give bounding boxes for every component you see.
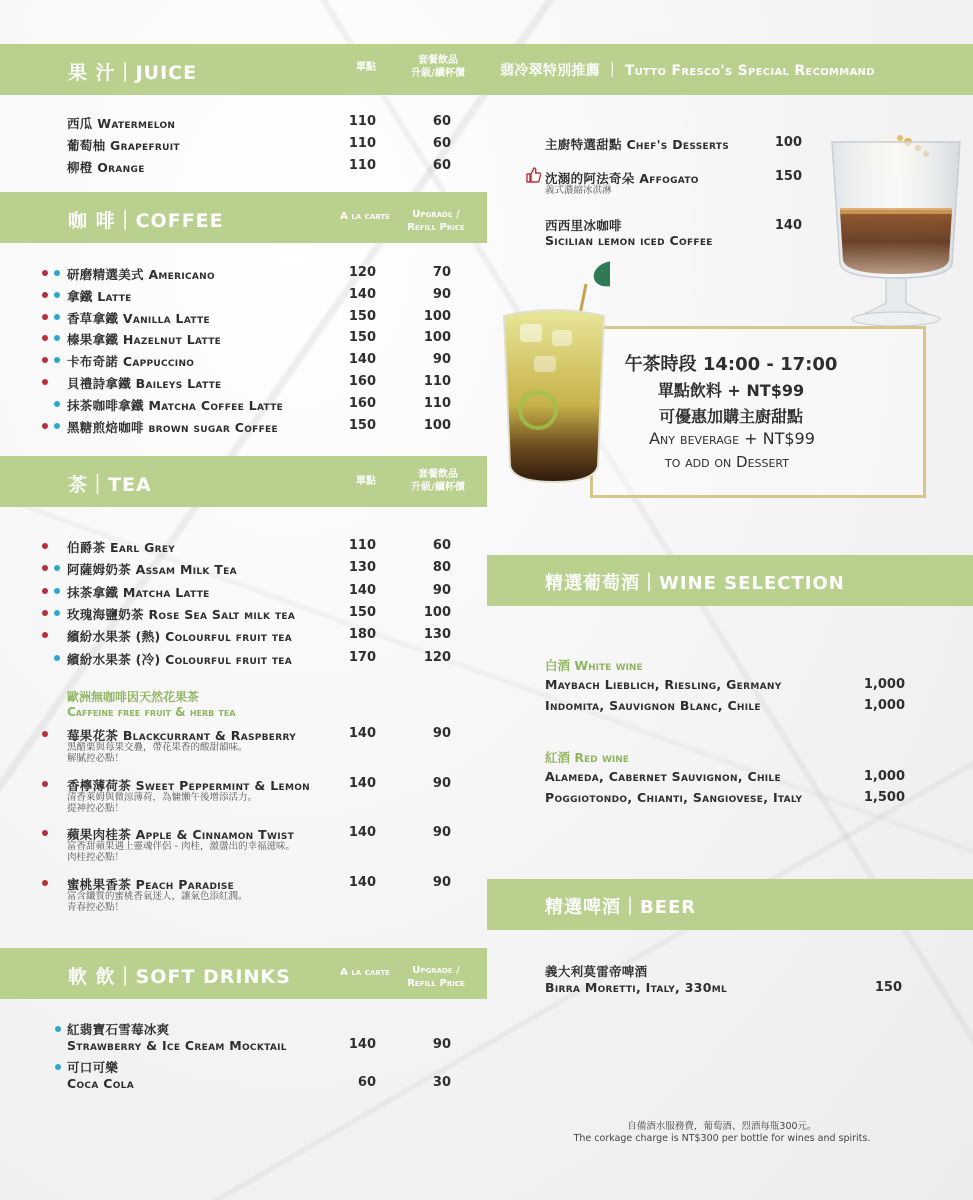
herb-tea-heading-zh: 歐洲無咖啡因天然花果茶 — [67, 690, 200, 704]
juice-title: 果 汁｜JUICE — [68, 62, 198, 84]
price-single: 140 — [348, 726, 376, 741]
col-head-combo — [398, 54, 478, 80]
price-upgrade: 110 — [423, 396, 451, 411]
promo-time: 午茶時段 14:00 - 17:00 — [624, 354, 838, 375]
menu-item: 阿薩姆奶茶 Assam Milk Tea — [67, 562, 237, 577]
price-single: 110 — [348, 136, 376, 151]
price-upgrade: 100 — [423, 309, 451, 324]
price-upgrade: 100 — [423, 418, 451, 433]
menu-item — [545, 218, 713, 248]
wine-price: 1,000 — [863, 769, 905, 784]
hot-dot — [42, 423, 48, 429]
juice-header-bar — [0, 44, 487, 95]
price-single: 180 — [348, 627, 376, 642]
menu-item: 貝禮詩拿鐵 Baileys Latte — [67, 376, 222, 391]
menu-item: 繽紛水果茶 (冷) Colourful fruit tea — [67, 652, 292, 667]
hot-dot — [42, 314, 48, 320]
hot-dot — [42, 632, 48, 638]
promo-line-zh-1: 單點飲料 + NT$99 — [657, 381, 805, 400]
col-head-combo-line2: 升級/續杯價 — [411, 68, 465, 79]
price: 150 — [774, 169, 802, 184]
hot-dot — [42, 292, 48, 298]
menu-item: 抹茶咖啡拿鐵 Matcha Coffee Latte — [67, 398, 284, 413]
price-upgrade: 110 — [423, 374, 451, 389]
iced-dot — [54, 314, 60, 320]
wine-header-bar — [487, 555, 973, 606]
tea-title: 茶｜TEA — [68, 474, 152, 496]
menu-item: 卡布奇諾 Cappuccino — [67, 354, 195, 369]
beer-item-en: Birra Moretti, Italy, 330ml — [545, 980, 728, 995]
menu-item — [67, 1022, 287, 1054]
menu-item-desc: 青春控必點！ — [67, 902, 125, 913]
col-head-upgrade-line1: Upgrade / — [412, 965, 460, 976]
promo-line-en-2: to add on Dessert — [664, 453, 789, 471]
price-upgrade: 60 — [432, 114, 451, 129]
price-upgrade: 130 — [423, 627, 451, 642]
price-upgrade: 90 — [432, 1037, 451, 1052]
herb-tea-heading-en: Caffeine free fruit & herb tea — [67, 705, 236, 719]
iced-dot — [54, 292, 60, 298]
menu-item-desc: 義式濃縮冰淇淋 — [545, 185, 612, 196]
hot-dot — [42, 781, 48, 787]
hot-dot — [42, 880, 48, 886]
beer-item — [545, 964, 727, 996]
iced-dot — [54, 588, 60, 594]
price-single: 140 — [348, 287, 376, 302]
price-single: 110 — [348, 158, 376, 173]
menu-item: 抹茶拿鐵 Matcha Latte — [67, 585, 210, 600]
wine-title: 精選葡萄酒｜WINE SELECTION — [545, 573, 845, 594]
price-single: 150 — [348, 309, 376, 324]
wine-price: 1,000 — [863, 677, 905, 692]
special-header-bar — [487, 44, 973, 95]
price-upgrade: 60 — [432, 538, 451, 553]
wine-price: 1,500 — [863, 790, 905, 805]
wine-item: Alameda, Cabernet Sauvignon, Chile — [545, 769, 781, 784]
price-single: 170 — [348, 650, 376, 665]
corkage-note — [530, 1121, 914, 1145]
menu-item-desc: 清香萊姆與微涼薄荷，為慵懶午後增添活力。 — [67, 792, 258, 803]
iced-dot — [55, 1026, 61, 1032]
hot-dot — [42, 335, 48, 341]
price-upgrade: 90 — [432, 287, 451, 302]
wine-price: 1,000 — [863, 698, 905, 713]
menu-item-desc: 解膩控必點！ — [67, 753, 125, 764]
wine-item: Poggiotondo, Chianti, Sangiovese, Italy — [545, 790, 803, 805]
menu-item: 榛果拿鐵 Hazelnut Latte — [67, 332, 222, 347]
beer-title: 精選啤酒｜BEER — [545, 897, 697, 918]
herb-tea-heading — [67, 690, 236, 720]
menu-item-zh: 可口可樂 — [67, 1060, 119, 1075]
wine-item: Indomita, Sauvignon Blanc, Chile — [545, 698, 761, 713]
col-head-combo-line2: 升級/續杯價 — [411, 482, 465, 493]
col-head-combo-line1: 套餐飲品 — [418, 55, 458, 66]
iced-dot — [54, 565, 60, 571]
price-upgrade: 90 — [432, 825, 451, 840]
col-head-upgrade-line2: Refill Price — [407, 222, 465, 233]
corkage-note-en: The corkage charge is NT$300 per bottle for wines and spirits. — [573, 1133, 871, 1144]
menu-item: 繽紛水果茶 (熱) Colourful fruit tea — [67, 629, 292, 644]
hot-dot — [42, 379, 48, 385]
iced-dot — [54, 335, 60, 341]
menu-item-en: Sicilian lemon iced Coffee — [545, 233, 713, 248]
wine-item: Maybach Lieblich, Riesling, Germany — [545, 677, 782, 692]
white-wine-label: 白酒 White wine — [545, 658, 643, 673]
price-upgrade: 120 — [423, 650, 451, 665]
price-single: 130 — [348, 560, 376, 575]
menu-item: 玫瑰海鹽奶茶 Rose Sea Salt milk tea — [67, 607, 296, 622]
menu-item: 莓果花茶 Blackcurrant & Raspberry — [67, 728, 297, 743]
price-single: 110 — [348, 538, 376, 553]
price-upgrade: 90 — [432, 776, 451, 791]
price-upgrade: 100 — [423, 330, 451, 345]
menu-item-desc: 富含纖質的蜜桃香氣迷人，讓氣色添紅潤。 — [67, 891, 248, 902]
col-head-alacarte: A la carte — [340, 967, 390, 978]
price-single: 110 — [348, 114, 376, 129]
price-upgrade: 80 — [432, 560, 451, 575]
menu-item: 西瓜 Watermelon — [67, 116, 176, 131]
affogato-dessert-image — [828, 128, 964, 336]
price-upgrade: 100 — [423, 605, 451, 620]
soft-drinks-header-bar — [0, 948, 487, 999]
price-single: 140 — [348, 1037, 376, 1052]
price-single: 140 — [348, 875, 376, 890]
menu-item-en: Strawberry & Ice Cream Mocktail — [67, 1038, 287, 1053]
price-single: 60 — [357, 1075, 376, 1090]
menu-item — [67, 1060, 134, 1092]
price-single: 150 — [348, 330, 376, 345]
col-head-upgrade-line1: Upgrade / — [412, 209, 460, 220]
price-single: 150 — [348, 418, 376, 433]
price-upgrade: 60 — [432, 136, 451, 151]
hot-dot — [42, 565, 48, 571]
col-head-combo-line1: 套餐飲品 — [418, 469, 458, 480]
price: 140 — [774, 218, 802, 233]
menu-item-zh: 西西里冰咖啡 — [545, 218, 622, 233]
iced-dot — [54, 655, 60, 661]
col-head-upgrade — [398, 964, 474, 990]
price-upgrade: 90 — [432, 875, 451, 890]
price-upgrade: 30 — [432, 1075, 451, 1090]
beer-price: 150 — [874, 980, 902, 995]
price-single: 140 — [348, 352, 376, 367]
price-upgrade: 70 — [432, 265, 451, 280]
col-head-alacarte: A la carte — [340, 211, 390, 222]
iced-dot — [54, 423, 60, 429]
thumbs-up-icon — [526, 167, 541, 183]
iced-dot — [54, 610, 60, 616]
menu-item-en: Coca Cola — [67, 1076, 134, 1091]
price-single: 140 — [348, 776, 376, 791]
iced-dot — [54, 401, 60, 407]
price: 100 — [774, 135, 802, 150]
hot-dot — [42, 731, 48, 737]
hot-dot — [42, 610, 48, 616]
hot-dot — [42, 830, 48, 836]
menu-item: 拿鐵 Latte — [67, 289, 132, 304]
hot-dot — [42, 543, 48, 549]
menu-item: 蜜桃果香茶 Peach Paradise — [67, 877, 235, 892]
price-upgrade: 90 — [432, 583, 451, 598]
lemon-iced-coffee-image — [498, 260, 610, 488]
price-upgrade: 90 — [432, 726, 451, 741]
menu-item: 伯爵茶 Earl Grey — [67, 540, 176, 555]
menu-item-desc: 提神控必點！ — [67, 803, 125, 814]
menu-item: 研磨精選美式 Americano — [67, 267, 215, 282]
special-title: 翡冷翠特別推薦 ｜ Tutto Fresco's Special Recommand — [500, 63, 875, 79]
menu-item-zh: 紅翡寶石雪莓冰爽 — [67, 1022, 170, 1037]
corkage-note-zh: 自備酒水服務費，葡萄酒、烈酒每瓶300元。 — [627, 1121, 817, 1132]
beer-item-zh: 義大利莫雷帝啤酒 — [545, 964, 648, 979]
coffee-header-bar — [0, 192, 487, 243]
price-single: 150 — [348, 605, 376, 620]
red-wine-label: 紅酒 Red wine — [545, 750, 629, 765]
price-upgrade: 90 — [432, 352, 451, 367]
tea-header-bar — [0, 456, 487, 507]
iced-dot — [54, 270, 60, 276]
menu-item-desc: 富香甜蘋果遇上靈魂伴侶 - 肉桂，激盪出的幸福滋味。 — [67, 841, 295, 852]
soft-drinks-title: 軟 飲｜SOFT DRINKS — [68, 966, 291, 988]
hot-dot — [42, 588, 48, 594]
price-upgrade: 60 — [432, 158, 451, 173]
beer-header-bar — [487, 879, 973, 930]
hot-dot — [42, 270, 48, 276]
menu-item: 沈溺的阿法奇朵 Affogato — [545, 171, 699, 186]
menu-item: 蘋果肉桂茶 Apple & Cinnamon Twist — [67, 827, 295, 842]
menu-item-desc: 黑醋栗與莓果交疊，帶花果香的酸甜韻味。 — [67, 742, 248, 753]
price-single: 120 — [348, 265, 376, 280]
menu-item-desc: 肉桂控必點！ — [67, 852, 125, 863]
col-head-single: 單點 — [356, 62, 376, 73]
promo-line-en-1: Any beverage + NT$99 — [649, 429, 815, 448]
price-single: 160 — [348, 374, 376, 389]
menu-item: 香檸薄荷茶 Sweet Peppermint & Lemon — [67, 778, 310, 793]
menu-item: 柳橙 Orange — [67, 160, 145, 175]
menu-item: 葡萄柚 Grapefruit — [67, 138, 180, 153]
menu-item: 黑糖煎焙咖啡 brown sugar Coffee — [67, 420, 278, 435]
iced-dot — [55, 1064, 61, 1070]
price-single: 140 — [348, 825, 376, 840]
coffee-title: 咖 啡｜COFFEE — [68, 210, 224, 232]
menu-item: 主廚特選甜點 Chef's Desserts — [545, 137, 729, 152]
price-single: 160 — [348, 396, 376, 411]
iced-dot — [54, 357, 60, 363]
hot-dot — [42, 357, 48, 363]
col-head-upgrade — [398, 208, 474, 234]
col-head-single: 單點 — [356, 476, 376, 487]
promo-line-zh-2: 可優惠加購主廚甜點 — [658, 407, 803, 426]
col-head-combo — [398, 468, 478, 494]
col-head-upgrade-line2: Refill Price — [407, 978, 465, 989]
price-single: 140 — [348, 583, 376, 598]
menu-item: 香草拿鐵 Vanilla Latte — [67, 311, 210, 326]
